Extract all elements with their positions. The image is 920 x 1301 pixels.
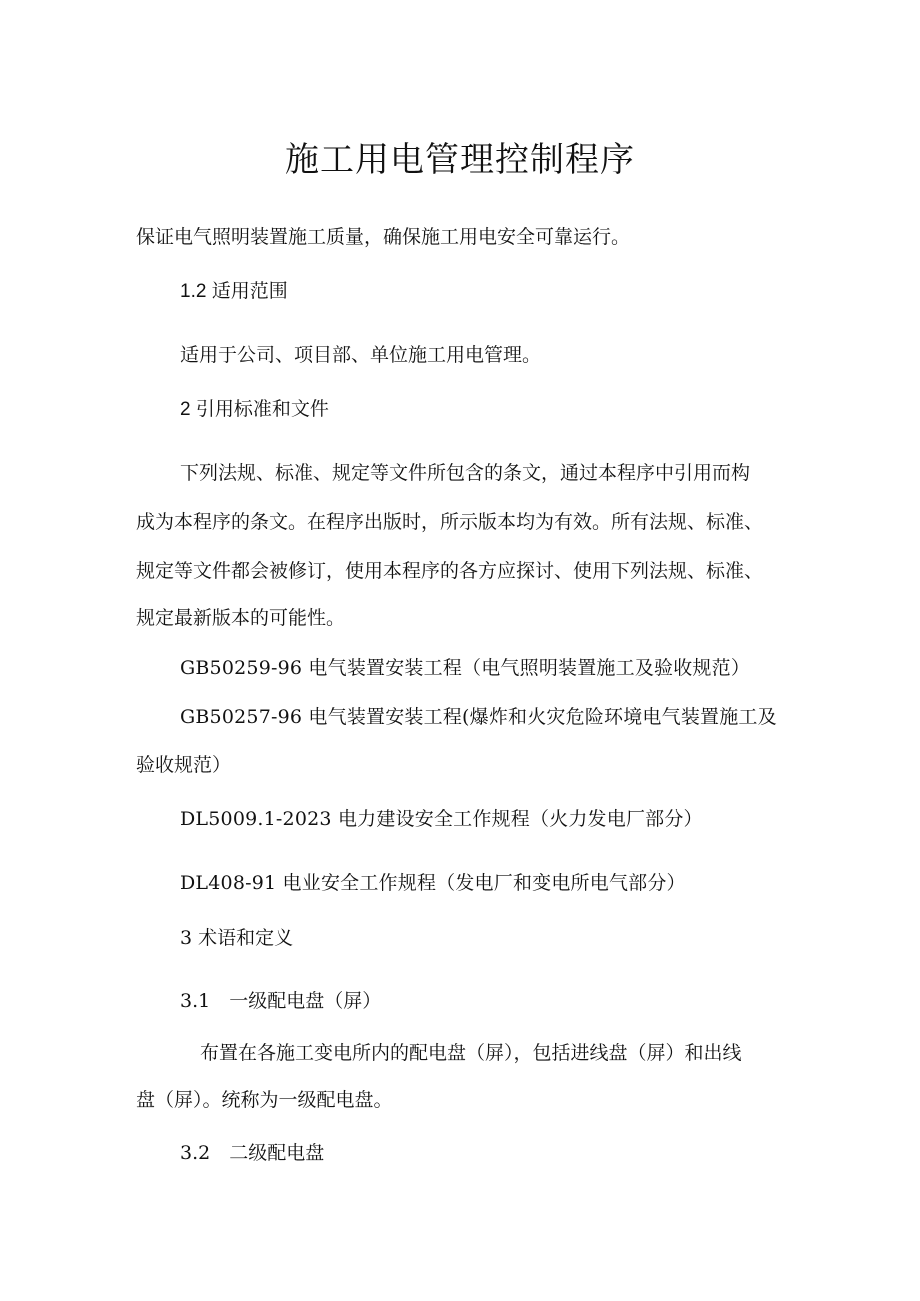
paragraph-definition-3-1-line-1: 布置在各施工变电所内的配电盘（屏），包括进线盘（屏）和出线 [200, 1042, 742, 1064]
reference-gb50259: GB50259-96 电气装置安装工程（电气照明装置施工及验收规范） [180, 657, 751, 679]
reference-gb50257-line-2: 验收规范） [136, 754, 232, 776]
paragraph-references-line-1: 下列法规、标准、规定等文件所包含的条文，通过本程序中引用而构 [180, 462, 751, 484]
section-heading-2: 2 引用标准和文件 [180, 399, 329, 420]
paragraph-references-line-4: 规定最新版本的可能性。 [136, 607, 346, 629]
paragraph-purpose: 保证电气照明装置施工质量，确保施工用电安全可靠运行。 [136, 226, 631, 248]
reference-dl5009: DL5009.1-2023 电力建设安全工作规程（火力发电厂部分） [180, 808, 703, 830]
paragraph-references-line-2: 成为本程序的条文。在程序出版时，所示版本均为有效。所有法规、标准、 [136, 511, 764, 533]
reference-gb50257-line-1: GB50257-96 电气装置安装工程(爆炸和火灾危险环境电气装置施工及 [180, 706, 777, 728]
section-heading-3-2: 3.2 二级配电盘 [180, 1142, 325, 1164]
paragraph-definition-3-1-line-2: 盘（屏）。统称为一级配电盘。 [136, 1089, 393, 1111]
paragraph-scope: 适用于公司、项目部、单位施工用电管理。 [180, 344, 542, 366]
section-heading-1-2: 1.2 适用范围 [180, 281, 288, 302]
reference-dl408: DL408-91 电业安全工作规程（发电厂和变电所电气部分） [180, 872, 686, 894]
section-heading-3: 3 术语和定义 [180, 927, 294, 949]
document-title: 施工用电管理控制程序 [285, 140, 635, 180]
paragraph-references-line-3: 规定等文件都会被修订，使用本程序的各方应探讨、使用下列法规、标准、 [136, 560, 764, 582]
section-heading-3-1: 3.1 一级配电盘（屏） [180, 990, 382, 1012]
